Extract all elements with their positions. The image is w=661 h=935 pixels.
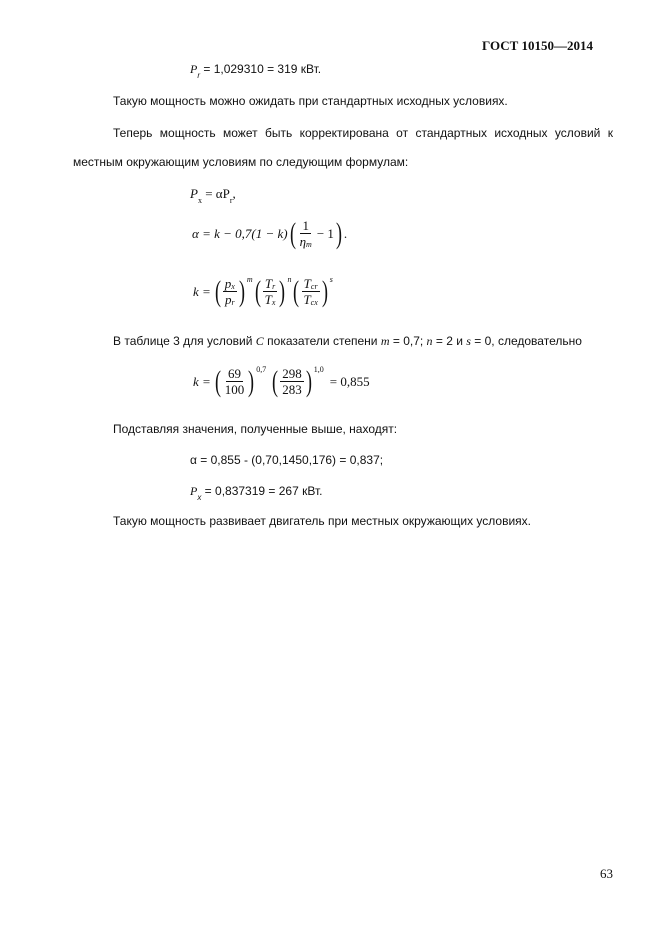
power-local-line: $P_x = 0,837319 = 267$ кВт.: [190, 484, 323, 502]
power-symbol: P: [190, 62, 198, 76]
power-subscript: r: [197, 71, 201, 80]
formula-px-rhs-sub: r: [229, 196, 233, 205]
formula-alpha-tail: − 1: [316, 225, 334, 241]
formula-alpha-lhs: α = k − 0,7(1 − k): [192, 225, 288, 241]
formula-alpha-end: .: [343, 225, 348, 241]
exponent-07: 0,7: [256, 365, 267, 374]
fraction-denominator: $\eta_m$: [299, 234, 312, 249]
pressure-ratio: $\frac{p_x}{p_r}$: [224, 276, 235, 307]
formula-k-numeric-result: = 0,855: [329, 373, 370, 389]
paragraph-correction-line2: местным окружающим условиям по следующим формулам:: [73, 155, 409, 169]
exponent-m: m: [246, 275, 253, 284]
formula-alpha: [192, 218, 347, 249]
paragraph-substituting: Подставляя значения, полученные выше, находят:: [113, 422, 398, 436]
formula-px-lhs-sub: x: [197, 196, 202, 205]
formula-k: k = ( $\frac{p_x}{p_r}$ ) m ( $\frac{T_r}{T_x}$ ) n ( $\frac{T_{cr}}{T_{cx}}$ ) s: [193, 274, 333, 308]
paragraph-local-conditions: Такую мощность развивает двигатель при местных окружающих условиях.: [113, 514, 532, 528]
page-number: 63: [600, 866, 613, 881]
numeric-ratio-1: $\frac{69}{100}$: [224, 366, 245, 397]
coolant-temperature-ratio: $\frac{T_{cr}}{T_{cx}}$: [303, 276, 318, 307]
temperature-ratio: $\frac{T_r}{T_x}$: [264, 276, 276, 307]
formula-k-lhs: k =: [193, 283, 211, 299]
left-paren: (: [289, 216, 296, 250]
fraction-numerator: 1: [302, 218, 309, 233]
paragraph-table3-exponents: В таблице 3 для условий C показатели степени m = 0,7; n = 2 и s = 0, следовательно: [113, 334, 582, 348]
formula-alpha-fraction: [298, 218, 314, 249]
power-standard-value: = 1,029310 = 319 кВт.: [200, 62, 322, 76]
right-paren: ): [335, 216, 342, 250]
paragraph-correction-line1: Теперь мощность может быть корректирована от стандартных исходных условий к: [113, 126, 613, 140]
exponent-10: 1,0: [313, 365, 324, 374]
formula-k-numeric: k = ( $\frac{69}{100}$ ) 0,7 ( $\frac{298}{283}$ ) 1,0 = 0,855: [193, 364, 370, 398]
exponent-n: n: [287, 275, 292, 284]
formula-px: [190, 186, 236, 205]
formula-k-numeric-lhs: k =: [193, 373, 211, 389]
power-standard-line: [190, 62, 322, 80]
formula-px-rhs: = αP: [201, 186, 230, 201]
exponent-s: s: [329, 275, 333, 284]
formula-alpha-numeric: α = 0,855 - (0,70,1450,176) = 0,837;: [190, 453, 384, 467]
numeric-ratio-2: $\frac{298}{283}$: [282, 366, 302, 397]
paragraph-standard-conditions: Такую мощность можно ожидать при стандартных исходных условиях.: [113, 94, 508, 108]
formula-px-end: ,: [232, 186, 236, 201]
document-header: ГОСТ 10150—2014: [482, 38, 594, 53]
formula-px-lhs: P: [190, 186, 198, 201]
